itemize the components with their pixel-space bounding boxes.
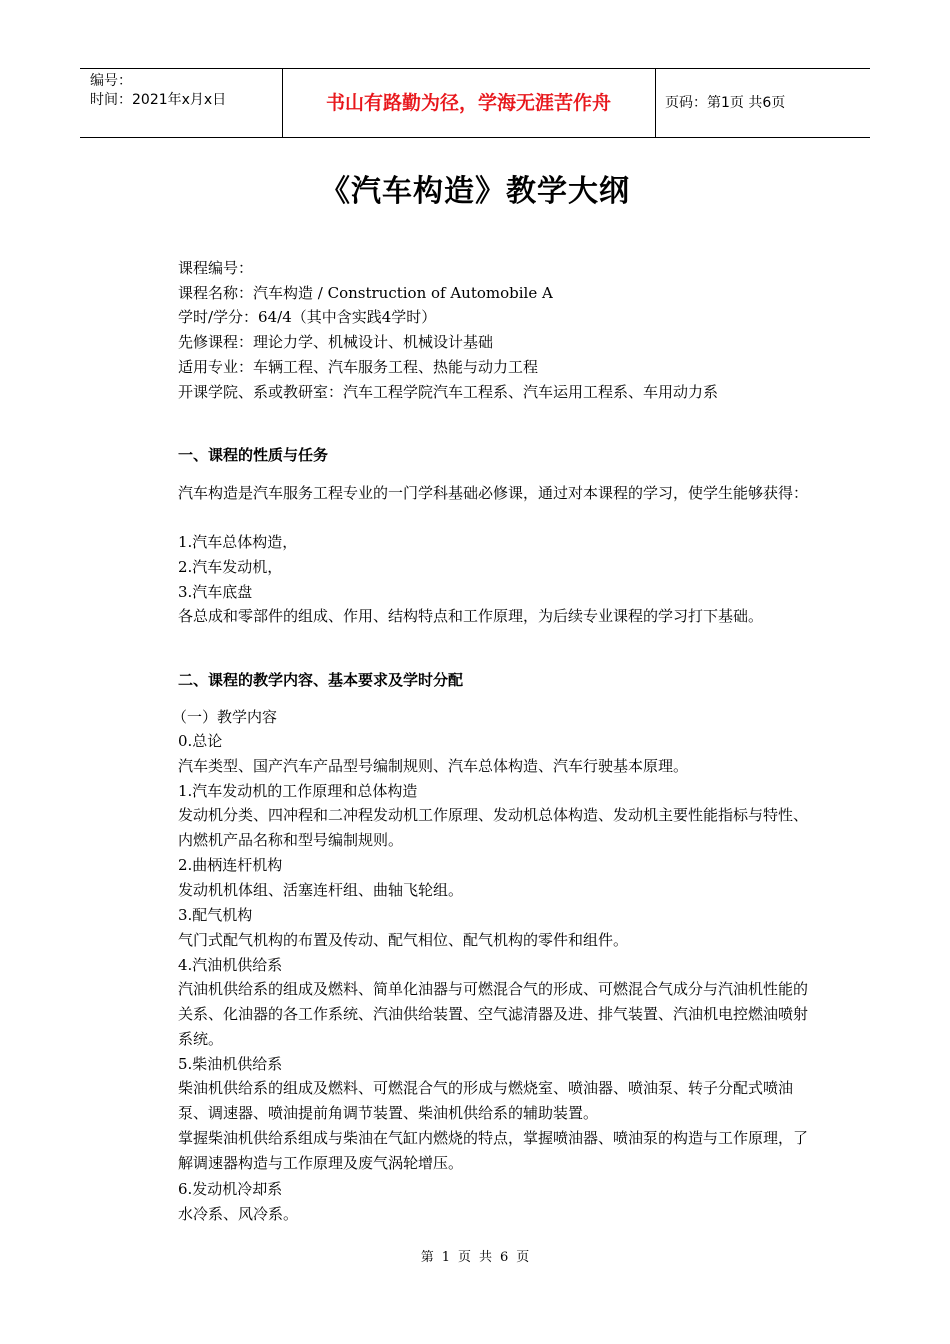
- meta-prerequisites: 先修课程：理论力学、机械设计、机械设计基础: [178, 333, 494, 351]
- meta-department: 开课学院、系或教研室：汽车工程学院汽车工程系、汽车运用工程系、车用动力系: [178, 383, 719, 401]
- list-item: 1.汽车总体构造，: [178, 533, 298, 551]
- header-left-cell: [90, 72, 226, 110]
- number-label: 编号：: [90, 73, 132, 89]
- topic-title: 3.配气机构: [178, 906, 253, 924]
- subsection-heading: （一）教学内容: [172, 708, 278, 726]
- paragraph: [145, 1076, 810, 1126]
- paragraph-text: 汽车构造是汽车服务工程专业的一门学科基础必修课，通过对本课程的学习，使学生能够获得：: [178, 484, 809, 502]
- meta-course-code: 课程编号：: [178, 259, 254, 277]
- topic-title: 1.汽车发动机的工作原理和总体构造: [178, 782, 418, 800]
- header-divider: [655, 69, 656, 137]
- topic-title: 6.发动机冷却系: [178, 1180, 283, 1198]
- topic-title: 5.柴油机供给系: [178, 1055, 283, 1073]
- topic-text: 汽车类型、国产汽车产品型号编制规则、汽车总体构造、汽车行驶基本原理。: [178, 757, 689, 775]
- paragraph-text: 柴油机供给系的组成及燃料、可燃混合气的形成与燃烧室、喷油器、喷油泵、转子分配式喷油泵、调速器、喷油提前角调节装置、柴油机供给系的辅助装置。: [178, 1079, 794, 1122]
- footer-total-number: 6: [500, 1250, 509, 1265]
- page-footer: [0, 1246, 950, 1265]
- paragraph-text: 掌握柴油机供给系组成与柴油在气缸内燃烧的特点，掌握喷油器、喷油泵的构造与工作原理，了解调速器构造与工作原理及废气涡轮增压。: [178, 1129, 809, 1172]
- header-page-info: 页码：第1页 共6页: [665, 95, 786, 111]
- header-table: [80, 68, 870, 138]
- meta-hours-credits: 学时/学分：64/4（其中含实践4学时）: [178, 308, 437, 326]
- paragraph: [145, 1126, 810, 1176]
- footer-total-label: 共: [479, 1250, 493, 1265]
- footer-page-unit: 页: [457, 1250, 471, 1265]
- footer-page-number: 1: [441, 1250, 450, 1265]
- topic-title: 4.汽油机供给系: [178, 956, 283, 974]
- topic-text: 发动机机体组、活塞连杆组、曲轴飞轮组。: [178, 881, 464, 899]
- topic-title: 2.曲柄连杆机构: [178, 856, 283, 874]
- header-motto: 书山有路勤为径，学海无涯苦作舟: [325, 92, 611, 114]
- topic-text: 气门式配气机构的布置及传动、配气相位、配气机构的零件和组件。: [178, 931, 629, 949]
- list-item: 2.汽车发动机，: [178, 558, 283, 576]
- paragraph-text: 各总成和零部件的组成、作用、结构特点和工作原理，为后续专业课程的学习打下基础。: [178, 607, 764, 625]
- meta-majors: 适用专业：车辆工程、汽车服务工程、热能与动力工程: [178, 358, 539, 376]
- paragraph: [145, 604, 810, 629]
- footer-page-label: 第: [420, 1250, 434, 1265]
- document-title: 《汽车构造》教学大纲: [320, 174, 630, 209]
- paragraph-text: 汽油机供给系的组成及燃料、简单化油器与可燃混合气的形成、可燃混合气成分与汽油机性能的关系、化油器的各工作系统、汽油供给装置、空气滤清器及进、排气装置、汽油机电控燃油喷射系统。: [178, 980, 809, 1048]
- footer-total-unit: 页: [516, 1250, 530, 1265]
- topic-text: 水冷系、风冷系。: [178, 1205, 299, 1223]
- section-heading: 二、课程的教学内容、基本要求及学时分配: [178, 671, 464, 689]
- meta-course-name: 课程名称：汽车构造 / Construction of Automobile A: [178, 284, 553, 302]
- paragraph: [145, 803, 810, 853]
- time-label: 时间：2021年x月x日: [90, 92, 227, 108]
- paragraph: [145, 481, 810, 506]
- list-item: 3.汽车底盘: [178, 583, 253, 601]
- paragraph: [145, 977, 810, 1052]
- section-heading: 一、课程的性质与任务: [178, 446, 329, 464]
- paragraph-text: 发动机分类、四冲程和二冲程发动机工作原理、发动机总体构造、发动机主要性能指标与特性、内燃机产品名称和型号编制规则。: [178, 806, 809, 849]
- topic-title: 0.总论: [178, 732, 223, 750]
